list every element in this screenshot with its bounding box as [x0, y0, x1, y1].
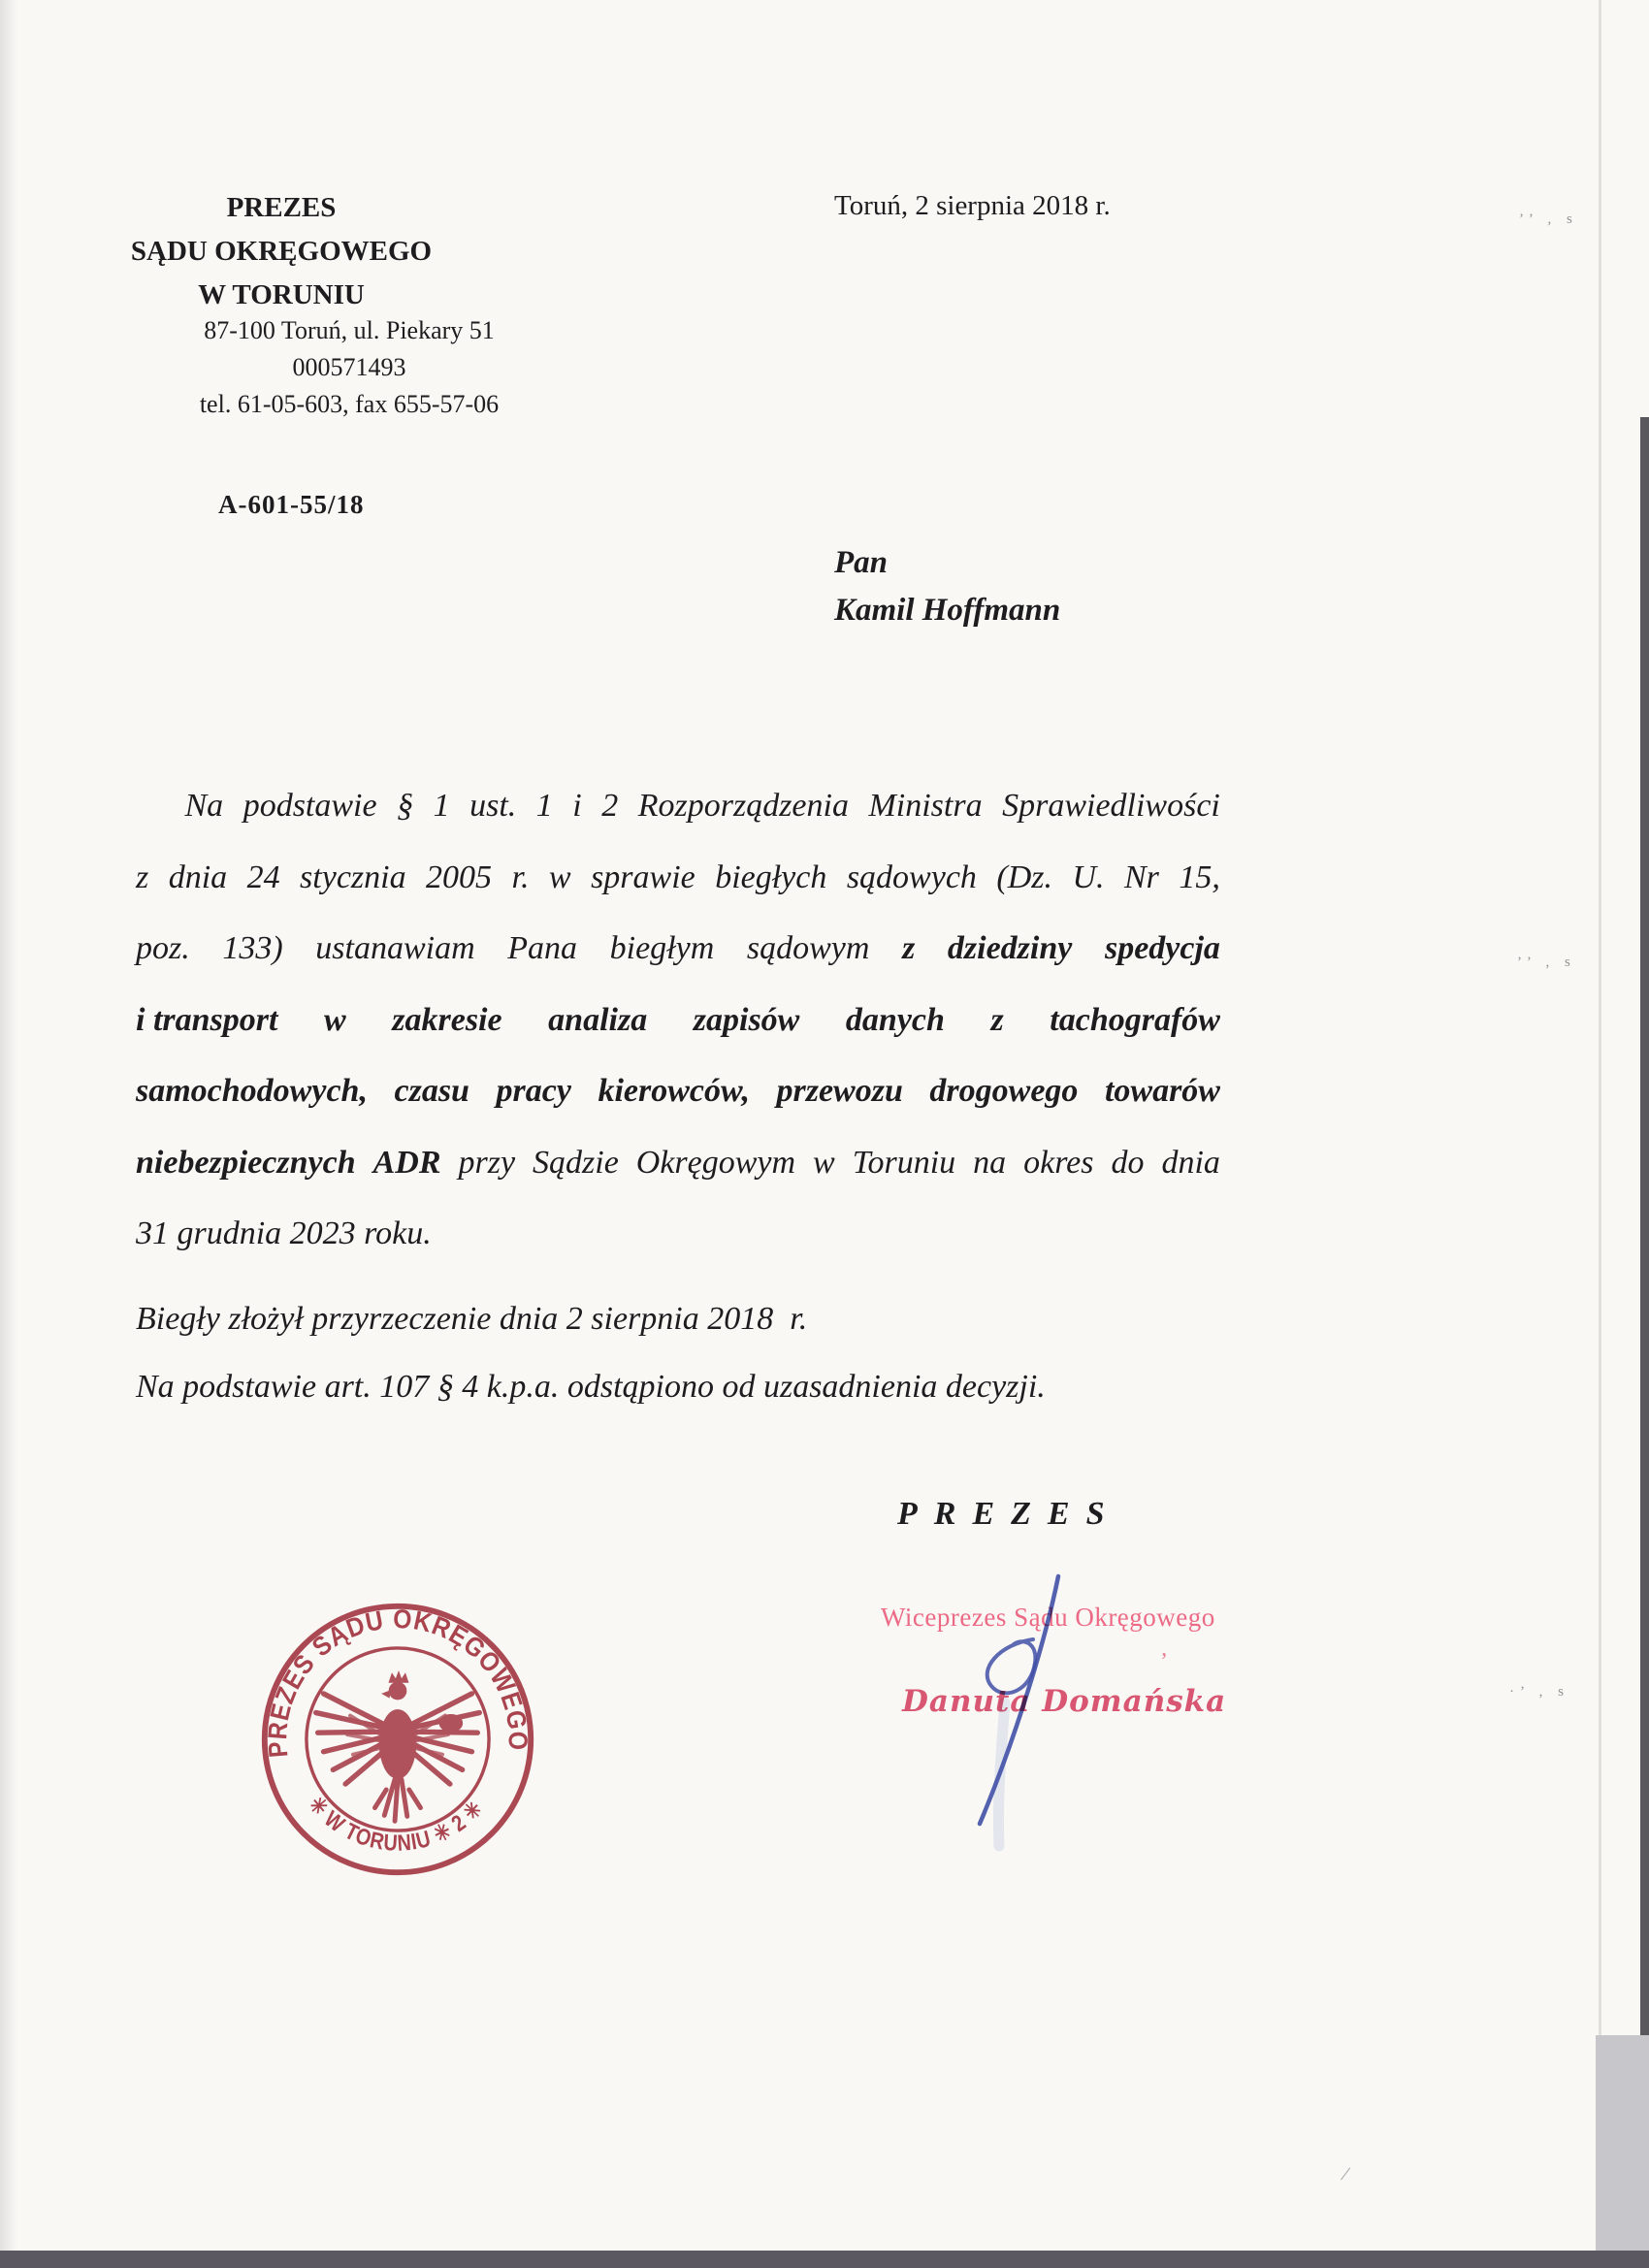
body-line: z dnia 24 stycznia 2005 r. w sprawie biegłych sądowych (Dz. U. Nr 15, [136, 859, 1220, 895]
letterhead-registry-number: 000571493 [292, 353, 406, 381]
polish-eagle-emblem [316, 1671, 480, 1821]
scan-bottom-dark-band [0, 2251, 1649, 2268]
letterhead-office-line: W TORUNIU [198, 279, 365, 310]
deputy-role-stamp-text: Wiceprezes Sądu Okręgowego [881, 1603, 1215, 1632]
body-line: samochodowych, czasu pracy kierowców, przewozu drogowego towarów [136, 1073, 1220, 1109]
stamp-ring-text-top: PREZES SĄDU OKRĘGOWEGO [261, 1603, 534, 1760]
body-paragraph [136, 770, 1220, 1270]
addressee-salutation: Pan [834, 545, 889, 580]
court-round-stamp [255, 1597, 540, 1882]
reference-number: A-601-55/18 [218, 490, 365, 519]
signature-main-stroke [980, 1576, 1058, 1824]
margin-pen-mark: ’’ , s [1517, 955, 1576, 970]
body-line: i transport w zakresie analiza zapisów danych z tachografów [136, 1001, 1220, 1038]
letterhead-office-line: SĄDU OKRĘGOWEGO [130, 236, 433, 267]
margin-pen-mark: ’’ , s [1519, 211, 1578, 227]
stray-stamp-ink-mark: ’ [1160, 1649, 1168, 1674]
paper-left-edge-shadow [0, 0, 17, 2268]
scan-bottom-right-gray [1596, 2035, 1649, 2268]
stamp-ring-text-bottom: ✳ W TORUNIU ✳ 2 ✳ [304, 1791, 491, 1857]
legal-basis-line: Na podstawie art. 107 § 4 k.p.a. odstąpiono od uzasadnienia decyzji. [136, 1369, 1046, 1405]
letterhead-contact [107, 312, 592, 423]
letterhead-address: 87-100 Toruń, ul. Piekary 51 [204, 316, 495, 344]
date-line: Toruń, 2 sierpnia 2018 r. [834, 190, 1111, 221]
addressee-name: Kamil Hoffmann [834, 593, 1061, 628]
handwritten-signature [922, 1547, 1135, 1887]
paper-right-edge-line [1599, 0, 1601, 2268]
body-line: poz. 133) ustanawiam Pana biegłym sądowym z dziedziny spedycja [136, 930, 1220, 966]
addressee-block [834, 539, 1060, 634]
margin-pen-mark: / [1339, 2160, 1352, 2187]
letterhead-title [107, 186, 456, 317]
body-line: Na podstawie § 1 ust. 1 i 2 Rozporządzenia Ministra Sprawiedliwości [184, 788, 1220, 824]
deputy-name-stamp-text: Danuta Domańska [902, 1684, 1227, 1719]
scan-right-dark-edge [1640, 417, 1649, 2268]
signature-title: PREZES [897, 1496, 1121, 1532]
letterhead-office-line: PREZES [226, 192, 337, 223]
body-line: 31 grudnia 2023 roku. [136, 1215, 432, 1251]
margin-pen-mark: ·’ , s [1509, 1684, 1569, 1700]
body-line: niebezpiecznych ADR przy Sądzie Okręgowym w Toruniu na okres do dnia [136, 1144, 1220, 1181]
letterhead-phone-fax: tel. 61-05-603, fax 655-57-06 [199, 390, 500, 418]
oath-line: Biegły złożył przyrzeczenie dnia 2 sierpnia 2018 r. [136, 1301, 808, 1337]
